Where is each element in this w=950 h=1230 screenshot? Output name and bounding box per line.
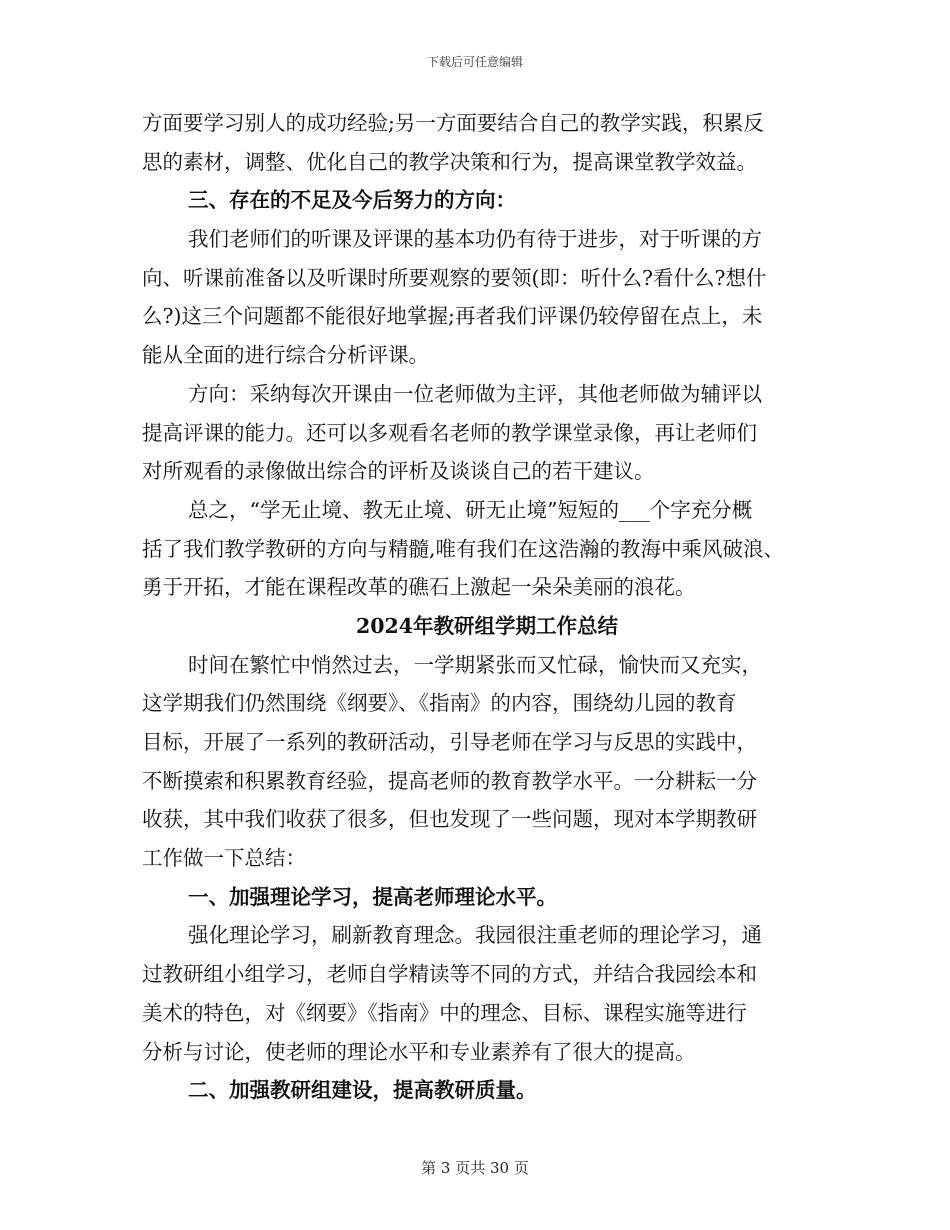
- page-header: 下载后可任意编辑: [426, 55, 523, 69]
- document-body: [142, 104, 832, 1110]
- paragraph-line: 能从全面的进行综合分析评课。: [142, 343, 429, 368]
- section-heading: 二、加强教研组建设，提高教研质量。: [188, 1078, 537, 1103]
- paragraph-line: 么?)这三个问题都不能很好地掌握;再者我们评课仍较停留在点上，未: [142, 304, 763, 329]
- paragraph-line: 目标，开展了一系列的教研活动，引导老师在学习与反思的实践中，: [142, 730, 757, 754]
- paragraph-line: 时间在繁忙中悄然过去，一学期紧张而又忙碌，愉快而又充实，: [188, 652, 762, 677]
- paragraph-line: 思的素材，调整、优化自己的教学决策和行为，提高课堂教学效益。: [142, 149, 757, 174]
- paragraph-line: 括了我们教学教研的方向与精髓,唯有我们在这浩瀚的教海中乘风破浪、: [142, 536, 785, 561]
- paragraph-line: 提高评课的能力。还可以多观看名老师的教学课堂录像，再让老师们: [142, 420, 757, 445]
- paragraph-line: 收获，其中我们收获了很多，但也发现了一些问题，现对本学期教研: [142, 807, 757, 832]
- paragraph-line: 向、听课前准备以及听课时所要观察的要领(即：听什么?看什么?想什: [142, 265, 767, 290]
- paragraph-line: 过教研组小组学习，老师自学精读等不同的方式，并结合我园绘本和: [142, 962, 757, 987]
- paragraph-line: 总之，“学无止境、教无止境、研无止境”短短的___个字充分概: [188, 497, 753, 522]
- paragraph-line: 方面要学习别人的成功经验;另一方面要结合自己的教学实践，积累反: [142, 111, 764, 135]
- paragraph-line: 勇于开拓，才能在课程改革的礁石上激起一朵朵美丽的浪花。: [142, 575, 696, 600]
- paragraph-line: 工作做一下总结：: [142, 846, 306, 871]
- document-title: 2024年教研组学期工作总结: [355, 613, 619, 638]
- paragraph-line: 对所观看的录像做出综合的评析及谈谈自己的若干建议。: [142, 459, 655, 484]
- paragraph-line: 美术的特色，对《纲要》《指南》中的理念、目标、课程实施等进行: [142, 1000, 747, 1025]
- section-heading: 一、加强理论学习，提高老师理论水平。: [188, 884, 557, 909]
- paragraph-line: 不断摸索和积累教育经验，提高老师的教育教学水平。一分耕耘一分: [142, 768, 757, 793]
- page-footer: 第 3 页共 30 页: [421, 1159, 529, 1177]
- paragraph-line: 这学期我们仍然围绕《纲要》、《指南》的内容，围绕幼儿园的教育: [142, 691, 737, 716]
- paragraph-line: 强化理论学习，刷新教育理念。我园很注重老师的理论学习，通: [188, 923, 762, 948]
- paragraph-line: 我们老师们的听课及评课的基本功仍有待于进步，对于听课的方: [188, 227, 762, 252]
- paragraph-line: 方向：采纳每次开课由一位老师做为主评，其他老师做为辅评以: [188, 381, 762, 406]
- paragraph-line: 分析与讨论，使老师的理论水平和专业素养有了很大的提高。: [142, 1039, 696, 1064]
- section-heading: 三、存在的不足及今后努力的方向：: [188, 188, 516, 213]
